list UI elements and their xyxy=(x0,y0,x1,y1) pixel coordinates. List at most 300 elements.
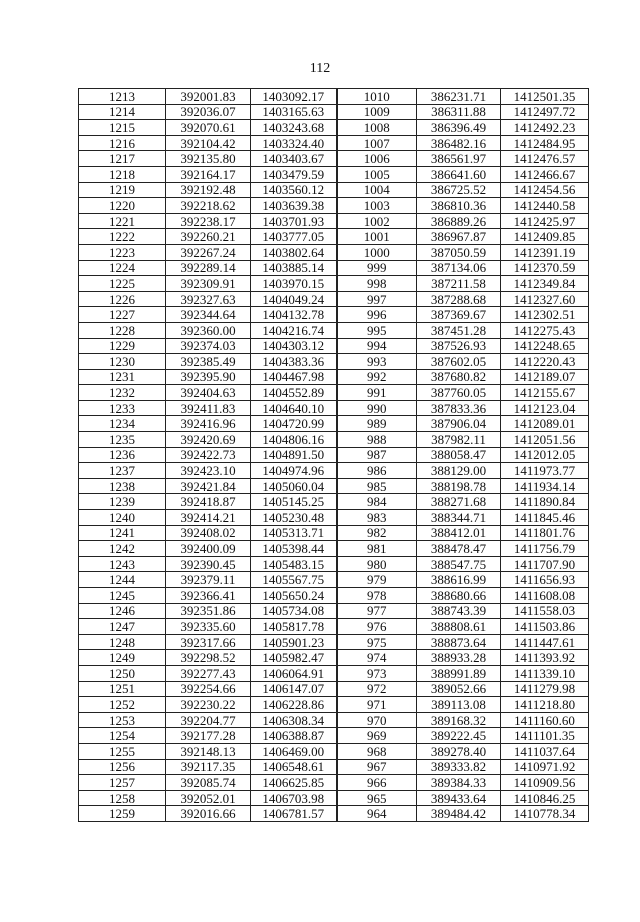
table-cell-y-coordinate-right: 1411801.76 xyxy=(501,525,589,541)
table-cell-point-id-right: 965 xyxy=(337,790,417,806)
table-cell-point-id-left: 1225 xyxy=(79,276,166,292)
table-cell-y-coordinate-right: 1411160.60 xyxy=(501,712,589,728)
table-cell-point-id-right: 997 xyxy=(337,291,417,307)
table-cell-x-coordinate-right: 387833.36 xyxy=(417,400,501,416)
table-row xyxy=(79,89,589,105)
table-cell-point-id-left: 1249 xyxy=(79,650,166,666)
table-row xyxy=(79,276,589,292)
page-number: 112 xyxy=(309,61,331,76)
table-cell-x-coordinate-right: 388680.66 xyxy=(417,588,501,604)
table-cell-x-coordinate-right: 389222.45 xyxy=(417,728,501,744)
table-cell-y-coordinate-right: 1412123.04 xyxy=(501,400,589,416)
table-cell-x-coordinate-right: 389433.64 xyxy=(417,790,501,806)
table-cell-y-coordinate-right: 1412391.19 xyxy=(501,244,589,260)
table-cell-x-coordinate-right: 387526.93 xyxy=(417,338,501,354)
table-cell-point-id-right: 966 xyxy=(337,775,417,791)
table-cell-y-coordinate-left: 1405398.44 xyxy=(251,541,337,557)
table-cell-y-coordinate-left: 1406228.86 xyxy=(251,697,337,713)
table-cell-x-coordinate-left: 392414.21 xyxy=(166,510,251,526)
table-cell-point-id-right: 1002 xyxy=(337,213,417,229)
table-cell-y-coordinate-right: 1411558.03 xyxy=(501,603,589,619)
table-cell-y-coordinate-right: 1412327.60 xyxy=(501,291,589,307)
table-row xyxy=(79,354,589,370)
table-cell-x-coordinate-right: 386725.52 xyxy=(417,182,501,198)
table-cell-point-id-left: 1223 xyxy=(79,244,166,260)
table-cell-x-coordinate-right: 389333.82 xyxy=(417,759,501,775)
table-cell-y-coordinate-right: 1411037.64 xyxy=(501,743,589,759)
table-cell-x-coordinate-left: 392374.03 xyxy=(166,338,251,354)
table-cell-x-coordinate-right: 386482.16 xyxy=(417,135,501,151)
table-cell-y-coordinate-left: 1405313.71 xyxy=(251,525,337,541)
table-cell-x-coordinate-right: 389052.66 xyxy=(417,681,501,697)
table-cell-point-id-left: 1214 xyxy=(79,104,166,120)
table-cell-x-coordinate-right: 389384.33 xyxy=(417,775,501,791)
table-cell-x-coordinate-right: 389278.40 xyxy=(417,743,501,759)
table-cell-y-coordinate-right: 1411339.10 xyxy=(501,665,589,681)
table-cell-y-coordinate-right: 1411756.79 xyxy=(501,541,589,557)
table-cell-y-coordinate-left: 1403092.17 xyxy=(251,89,337,105)
table-row xyxy=(79,775,589,791)
table-cell-x-coordinate-left: 392420.69 xyxy=(166,432,251,448)
table-cell-x-coordinate-left: 392422.73 xyxy=(166,447,251,463)
table-cell-y-coordinate-left: 1405483.15 xyxy=(251,556,337,572)
table-cell-x-coordinate-right: 389113.08 xyxy=(417,697,501,713)
table-cell-y-coordinate-left: 1403165.63 xyxy=(251,104,337,120)
table-cell-y-coordinate-right: 1412370.59 xyxy=(501,260,589,276)
table-row xyxy=(79,182,589,198)
table-cell-x-coordinate-right: 388743.39 xyxy=(417,603,501,619)
table-cell-y-coordinate-left: 1406703.98 xyxy=(251,790,337,806)
table-cell-x-coordinate-left: 392085.74 xyxy=(166,775,251,791)
table-cell-x-coordinate-left: 392379.11 xyxy=(166,572,251,588)
table-cell-x-coordinate-right: 387134.06 xyxy=(417,260,501,276)
table-row xyxy=(79,447,589,463)
table-cell-point-id-right: 995 xyxy=(337,322,417,338)
table-cell-point-id-left: 1255 xyxy=(79,743,166,759)
table-cell-x-coordinate-left: 392267.24 xyxy=(166,244,251,260)
table-row xyxy=(79,790,589,806)
table-row xyxy=(79,697,589,713)
table-cell-x-coordinate-left: 392117.35 xyxy=(166,759,251,775)
table-cell-x-coordinate-right: 388616.99 xyxy=(417,572,501,588)
table-cell-point-id-left: 1226 xyxy=(79,291,166,307)
table-cell-y-coordinate-left: 1404383.36 xyxy=(251,354,337,370)
table-row xyxy=(79,556,589,572)
table-row xyxy=(79,759,589,775)
table-cell-y-coordinate-right: 1412302.51 xyxy=(501,307,589,323)
table-cell-point-id-right: 993 xyxy=(337,354,417,370)
table-cell-point-id-right: 998 xyxy=(337,276,417,292)
table-cell-point-id-right: 1010 xyxy=(337,89,417,105)
table-cell-point-id-right: 968 xyxy=(337,743,417,759)
table-cell-x-coordinate-left: 392335.60 xyxy=(166,619,251,635)
table-cell-point-id-left: 1220 xyxy=(79,198,166,214)
table-cell-y-coordinate-left: 1404132.78 xyxy=(251,307,337,323)
table-cell-point-id-right: 1006 xyxy=(337,151,417,167)
table-cell-x-coordinate-left: 392421.84 xyxy=(166,478,251,494)
table-cell-point-id-right: 984 xyxy=(337,494,417,510)
table-cell-y-coordinate-left: 1405230.48 xyxy=(251,510,337,526)
table-cell-point-id-left: 1250 xyxy=(79,665,166,681)
table-cell-x-coordinate-right: 386311.88 xyxy=(417,104,501,120)
table-cell-y-coordinate-right: 1412476.57 xyxy=(501,151,589,167)
table-cell-y-coordinate-left: 1403324.40 xyxy=(251,135,337,151)
table-cell-point-id-left: 1224 xyxy=(79,260,166,276)
table-cell-y-coordinate-left: 1404640.10 xyxy=(251,400,337,416)
table-cell-y-coordinate-left: 1404467.98 xyxy=(251,369,337,385)
table-cell-point-id-right: 994 xyxy=(337,338,417,354)
table-cell-y-coordinate-right: 1410846.25 xyxy=(501,790,589,806)
table-cell-point-id-right: 970 xyxy=(337,712,417,728)
table-cell-point-id-right: 1007 xyxy=(337,135,417,151)
table-cell-y-coordinate-right: 1411608.08 xyxy=(501,588,589,604)
table-cell-y-coordinate-left: 1405145.25 xyxy=(251,494,337,510)
table-cell-y-coordinate-left: 1406469.00 xyxy=(251,743,337,759)
table-row xyxy=(79,229,589,245)
table-cell-x-coordinate-left: 392135.80 xyxy=(166,151,251,167)
table-cell-y-coordinate-left: 1404720.99 xyxy=(251,416,337,432)
table-row xyxy=(79,166,589,182)
table-cell-x-coordinate-left: 392327.63 xyxy=(166,291,251,307)
table-row xyxy=(79,619,589,635)
table-cell-point-id-right: 979 xyxy=(337,572,417,588)
table-cell-point-id-right: 971 xyxy=(337,697,417,713)
table-cell-point-id-right: 974 xyxy=(337,650,417,666)
coordinates-table xyxy=(78,88,589,822)
table-cell-y-coordinate-right: 1411707.90 xyxy=(501,556,589,572)
table-cell-x-coordinate-right: 388198.78 xyxy=(417,478,501,494)
table-cell-point-id-left: 1244 xyxy=(79,572,166,588)
table-cell-y-coordinate-left: 1403777.05 xyxy=(251,229,337,245)
table-cell-point-id-right: 986 xyxy=(337,463,417,479)
table-row xyxy=(79,728,589,744)
table-row xyxy=(79,385,589,401)
table-cell-point-id-left: 1233 xyxy=(79,400,166,416)
table-row xyxy=(79,369,589,385)
table-cell-x-coordinate-left: 392317.66 xyxy=(166,634,251,650)
table-cell-x-coordinate-right: 388873.64 xyxy=(417,634,501,650)
table-cell-y-coordinate-left: 1406625.85 xyxy=(251,775,337,791)
table-cell-x-coordinate-left: 392164.17 xyxy=(166,166,251,182)
table-cell-point-id-left: 1240 xyxy=(79,510,166,526)
table-cell-x-coordinate-left: 392351.86 xyxy=(166,603,251,619)
table-cell-point-id-left: 1242 xyxy=(79,541,166,557)
table-cell-y-coordinate-left: 1404891.50 xyxy=(251,447,337,463)
table-cell-x-coordinate-right: 386810.36 xyxy=(417,198,501,214)
table-cell-x-coordinate-left: 392416.96 xyxy=(166,416,251,432)
table-cell-x-coordinate-right: 388344.71 xyxy=(417,510,501,526)
table-row xyxy=(79,151,589,167)
table-cell-point-id-right: 967 xyxy=(337,759,417,775)
table-cell-x-coordinate-left: 392177.28 xyxy=(166,728,251,744)
table-row xyxy=(79,665,589,681)
table-cell-y-coordinate-right: 1412440.58 xyxy=(501,198,589,214)
table-cell-x-coordinate-left: 392309.91 xyxy=(166,276,251,292)
table-cell-point-id-left: 1236 xyxy=(79,447,166,463)
table-cell-y-coordinate-right: 1411393.92 xyxy=(501,650,589,666)
table-cell-y-coordinate-right: 1412155.67 xyxy=(501,385,589,401)
table-row xyxy=(79,416,589,432)
table-cell-x-coordinate-left: 392385.49 xyxy=(166,354,251,370)
table-row xyxy=(79,198,589,214)
table-cell-y-coordinate-left: 1406388.87 xyxy=(251,728,337,744)
table-cell-point-id-left: 1219 xyxy=(79,182,166,198)
table-cell-point-id-right: 964 xyxy=(337,806,417,822)
table-cell-y-coordinate-left: 1405650.24 xyxy=(251,588,337,604)
table-cell-point-id-right: 988 xyxy=(337,432,417,448)
table-cell-x-coordinate-left: 392408.02 xyxy=(166,525,251,541)
table-cell-y-coordinate-left: 1406781.57 xyxy=(251,806,337,822)
table-row xyxy=(79,510,589,526)
table-cell-y-coordinate-right: 1411279.98 xyxy=(501,681,589,697)
table-cell-y-coordinate-left: 1405060.04 xyxy=(251,478,337,494)
table-cell-point-id-left: 1221 xyxy=(79,213,166,229)
table-cell-x-coordinate-left: 392404.63 xyxy=(166,385,251,401)
table-cell-x-coordinate-right: 388808.61 xyxy=(417,619,501,635)
table-cell-x-coordinate-left: 392400.09 xyxy=(166,541,251,557)
table-cell-point-id-left: 1253 xyxy=(79,712,166,728)
table-cell-y-coordinate-left: 1406064.91 xyxy=(251,665,337,681)
table-cell-point-id-right: 973 xyxy=(337,665,417,681)
table-cell-point-id-left: 1241 xyxy=(79,525,166,541)
table-cell-y-coordinate-left: 1404974.96 xyxy=(251,463,337,479)
table-cell-point-id-left: 1237 xyxy=(79,463,166,479)
table-cell-x-coordinate-right: 388129.00 xyxy=(417,463,501,479)
table-cell-x-coordinate-right: 389168.32 xyxy=(417,712,501,728)
table-cell-x-coordinate-left: 392218.62 xyxy=(166,198,251,214)
table-cell-point-id-right: 999 xyxy=(337,260,417,276)
table-cell-point-id-right: 1009 xyxy=(337,104,417,120)
table-row xyxy=(79,541,589,557)
table-cell-point-id-right: 983 xyxy=(337,510,417,526)
table-cell-y-coordinate-right: 1411218.80 xyxy=(501,697,589,713)
table-cell-x-coordinate-right: 388933.28 xyxy=(417,650,501,666)
table-row xyxy=(79,588,589,604)
table-cell-point-id-right: 1001 xyxy=(337,229,417,245)
table-cell-y-coordinate-left: 1405567.75 xyxy=(251,572,337,588)
table-cell-y-coordinate-right: 1411656.93 xyxy=(501,572,589,588)
table-cell-y-coordinate-left: 1403802.64 xyxy=(251,244,337,260)
table-cell-x-coordinate-left: 392230.22 xyxy=(166,697,251,713)
table-cell-x-coordinate-right: 387680.82 xyxy=(417,369,501,385)
table-cell-y-coordinate-right: 1411890.84 xyxy=(501,494,589,510)
table-cell-point-id-right: 972 xyxy=(337,681,417,697)
table-row xyxy=(79,681,589,697)
table-cell-point-id-right: 1000 xyxy=(337,244,417,260)
table-cell-point-id-left: 1251 xyxy=(79,681,166,697)
table-cell-x-coordinate-left: 392001.83 xyxy=(166,89,251,105)
table-cell-y-coordinate-left: 1405734.08 xyxy=(251,603,337,619)
table-cell-y-coordinate-left: 1405817.78 xyxy=(251,619,337,635)
table-cell-y-coordinate-left: 1405901.23 xyxy=(251,634,337,650)
table-cell-x-coordinate-left: 392360.00 xyxy=(166,322,251,338)
table-cell-point-id-right: 996 xyxy=(337,307,417,323)
table-cell-point-id-left: 1218 xyxy=(79,166,166,182)
table-cell-x-coordinate-right: 387982.11 xyxy=(417,432,501,448)
table-cell-y-coordinate-right: 1412189.07 xyxy=(501,369,589,385)
table-cell-point-id-left: 1231 xyxy=(79,369,166,385)
table-cell-y-coordinate-right: 1411845.46 xyxy=(501,510,589,526)
table-cell-x-coordinate-right: 388547.75 xyxy=(417,556,501,572)
table-row xyxy=(79,135,589,151)
table-row xyxy=(79,494,589,510)
table-cell-point-id-right: 978 xyxy=(337,588,417,604)
table-cell-x-coordinate-left: 392298.52 xyxy=(166,650,251,666)
table-cell-x-coordinate-right: 389484.42 xyxy=(417,806,501,822)
table-row xyxy=(79,120,589,136)
table-row xyxy=(79,213,589,229)
table-cell-point-id-left: 1228 xyxy=(79,322,166,338)
table-cell-x-coordinate-right: 388991.89 xyxy=(417,665,501,681)
table-cell-point-id-left: 1252 xyxy=(79,697,166,713)
table-cell-y-coordinate-right: 1411447.61 xyxy=(501,634,589,650)
table-cell-y-coordinate-right: 1410971.92 xyxy=(501,759,589,775)
table-cell-point-id-right: 980 xyxy=(337,556,417,572)
table-row xyxy=(79,338,589,354)
table-cell-x-coordinate-right: 387211.58 xyxy=(417,276,501,292)
table-cell-y-coordinate-right: 1410778.34 xyxy=(501,806,589,822)
table-cell-y-coordinate-left: 1405982.47 xyxy=(251,650,337,666)
table-cell-x-coordinate-right: 388412.01 xyxy=(417,525,501,541)
table-cell-x-coordinate-right: 387451.28 xyxy=(417,322,501,338)
table-cell-x-coordinate-left: 392366.41 xyxy=(166,588,251,604)
table-row xyxy=(79,806,589,822)
table-cell-y-coordinate-left: 1403885.14 xyxy=(251,260,337,276)
table-cell-y-coordinate-left: 1404806.16 xyxy=(251,432,337,448)
table-cell-point-id-left: 1217 xyxy=(79,151,166,167)
table-cell-x-coordinate-left: 392260.21 xyxy=(166,229,251,245)
table-cell-y-coordinate-left: 1403479.59 xyxy=(251,166,337,182)
table-cell-x-coordinate-left: 392036.07 xyxy=(166,104,251,120)
table-cell-y-coordinate-left: 1404216.74 xyxy=(251,322,337,338)
table-row xyxy=(79,634,589,650)
table-cell-y-coordinate-left: 1403701.93 xyxy=(251,213,337,229)
table-row xyxy=(79,400,589,416)
table-cell-x-coordinate-left: 392104.42 xyxy=(166,135,251,151)
table-cell-y-coordinate-right: 1412466.67 xyxy=(501,166,589,182)
table-cell-x-coordinate-left: 392395.90 xyxy=(166,369,251,385)
table-cell-point-id-left: 1234 xyxy=(79,416,166,432)
table-cell-point-id-right: 992 xyxy=(337,369,417,385)
table-row xyxy=(79,712,589,728)
table-cell-x-coordinate-right: 387906.04 xyxy=(417,416,501,432)
table-cell-point-id-left: 1227 xyxy=(79,307,166,323)
table-cell-y-coordinate-left: 1403403.67 xyxy=(251,151,337,167)
table-row xyxy=(79,322,589,338)
table-cell-x-coordinate-left: 392016.66 xyxy=(166,806,251,822)
table-cell-y-coordinate-right: 1411101.35 xyxy=(501,728,589,744)
table-cell-point-id-left: 1256 xyxy=(79,759,166,775)
table-row xyxy=(79,104,589,120)
table-row xyxy=(79,525,589,541)
table-cell-point-id-right: 1003 xyxy=(337,198,417,214)
table-cell-point-id-right: 1008 xyxy=(337,120,417,136)
table-cell-x-coordinate-right: 387369.67 xyxy=(417,307,501,323)
table-cell-y-coordinate-left: 1403243.68 xyxy=(251,120,337,136)
coordinates-table-body xyxy=(79,89,589,822)
table-cell-point-id-left: 1230 xyxy=(79,354,166,370)
table-cell-y-coordinate-right: 1411934.14 xyxy=(501,478,589,494)
table-cell-point-id-right: 982 xyxy=(337,525,417,541)
table-cell-y-coordinate-left: 1403970.15 xyxy=(251,276,337,292)
table-cell-point-id-right: 981 xyxy=(337,541,417,557)
table-cell-point-id-left: 1257 xyxy=(79,775,166,791)
table-cell-y-coordinate-left: 1406147.07 xyxy=(251,681,337,697)
table-cell-x-coordinate-left: 392423.10 xyxy=(166,463,251,479)
table-cell-point-id-left: 1254 xyxy=(79,728,166,744)
table-cell-point-id-right: 990 xyxy=(337,400,417,416)
table-cell-x-coordinate-left: 392192.48 xyxy=(166,182,251,198)
table-cell-x-coordinate-left: 392289.14 xyxy=(166,260,251,276)
table-cell-y-coordinate-right: 1412012.05 xyxy=(501,447,589,463)
table-cell-point-id-left: 1215 xyxy=(79,120,166,136)
table-cell-x-coordinate-left: 392204.77 xyxy=(166,712,251,728)
table-cell-x-coordinate-left: 392418.87 xyxy=(166,494,251,510)
table-cell-x-coordinate-right: 388478.47 xyxy=(417,541,501,557)
table-cell-y-coordinate-left: 1403560.12 xyxy=(251,182,337,198)
table-cell-y-coordinate-right: 1412497.72 xyxy=(501,104,589,120)
table-cell-x-coordinate-right: 386889.26 xyxy=(417,213,501,229)
table-row xyxy=(79,432,589,448)
table-cell-x-coordinate-left: 392148.13 xyxy=(166,743,251,759)
table-cell-y-coordinate-right: 1412484.95 xyxy=(501,135,589,151)
table-cell-point-id-left: 1238 xyxy=(79,478,166,494)
table-cell-x-coordinate-left: 392070.61 xyxy=(166,120,251,136)
table-cell-x-coordinate-right: 386396.49 xyxy=(417,120,501,136)
table-cell-point-id-left: 1239 xyxy=(79,494,166,510)
table-row xyxy=(79,291,589,307)
table-cell-y-coordinate-left: 1404552.89 xyxy=(251,385,337,401)
table-cell-x-coordinate-left: 392254.66 xyxy=(166,681,251,697)
table-cell-point-id-right: 1004 xyxy=(337,182,417,198)
table-cell-x-coordinate-left: 392052.01 xyxy=(166,790,251,806)
table-cell-y-coordinate-right: 1411503.86 xyxy=(501,619,589,635)
table-cell-x-coordinate-left: 392344.64 xyxy=(166,307,251,323)
table-cell-y-coordinate-left: 1403639.38 xyxy=(251,198,337,214)
table-cell-x-coordinate-right: 386561.97 xyxy=(417,151,501,167)
table-cell-y-coordinate-right: 1412409.85 xyxy=(501,229,589,245)
table-cell-point-id-left: 1245 xyxy=(79,588,166,604)
table-row xyxy=(79,307,589,323)
table-row xyxy=(79,650,589,666)
table-cell-y-coordinate-right: 1412089.01 xyxy=(501,416,589,432)
table-row xyxy=(79,743,589,759)
table-cell-y-coordinate-right: 1412349.84 xyxy=(501,276,589,292)
table-cell-point-id-left: 1235 xyxy=(79,432,166,448)
table-row xyxy=(79,572,589,588)
table-cell-x-coordinate-left: 392277.43 xyxy=(166,665,251,681)
table-cell-point-id-left: 1213 xyxy=(79,89,166,105)
table-row xyxy=(79,244,589,260)
table-cell-y-coordinate-right: 1412220.43 xyxy=(501,354,589,370)
table-cell-x-coordinate-right: 386231.71 xyxy=(417,89,501,105)
table-cell-y-coordinate-right: 1412275.43 xyxy=(501,322,589,338)
table-cell-point-id-left: 1246 xyxy=(79,603,166,619)
table-cell-point-id-right: 1005 xyxy=(337,166,417,182)
table-row xyxy=(79,463,589,479)
table-cell-y-coordinate-right: 1410909.56 xyxy=(501,775,589,791)
table-cell-point-id-right: 977 xyxy=(337,603,417,619)
table-cell-point-id-right: 985 xyxy=(337,478,417,494)
table-row xyxy=(79,260,589,276)
table-cell-y-coordinate-right: 1412425.97 xyxy=(501,213,589,229)
table-cell-point-id-left: 1258 xyxy=(79,790,166,806)
table-cell-point-id-left: 1247 xyxy=(79,619,166,635)
table-cell-point-id-right: 975 xyxy=(337,634,417,650)
table-cell-x-coordinate-right: 387050.59 xyxy=(417,244,501,260)
table-cell-point-id-left: 1216 xyxy=(79,135,166,151)
table-cell-point-id-left: 1229 xyxy=(79,338,166,354)
